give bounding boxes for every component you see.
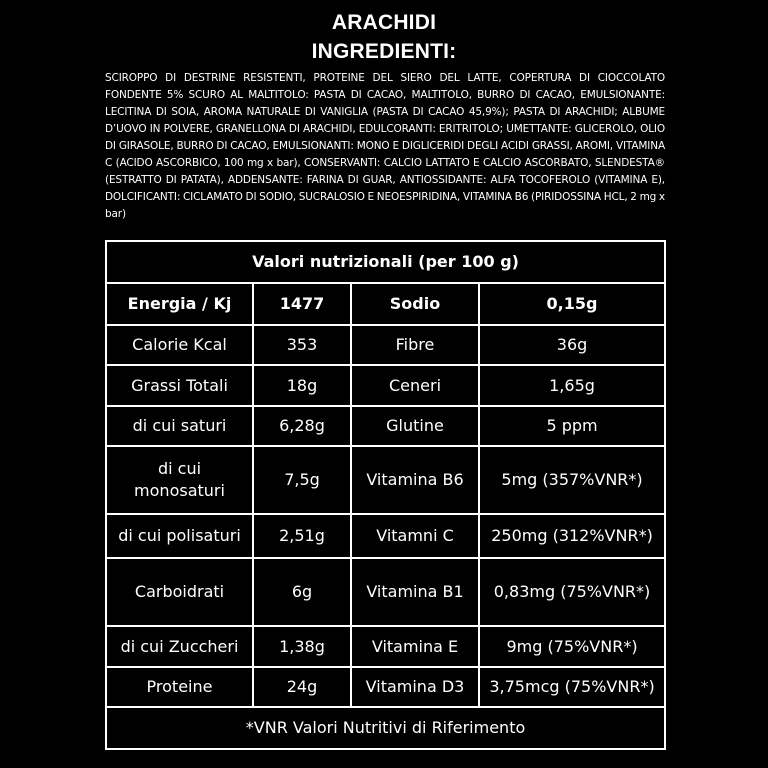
- header-cell: 0,15g: [479, 283, 665, 325]
- table-cell: 0,83mg (75%VNR*): [479, 558, 665, 626]
- table-row: [106, 446, 665, 514]
- table-cell: 5mg (357%VNR*): [479, 446, 665, 514]
- table-cell: Vitamina E: [351, 626, 479, 666]
- ingredients-text: SCIROPPO DI DESTRINE RESISTENTI, PROTEINE DEL SIERO DEL LATTE, COPERTURA DI CIOCCOLATO FONDENTE 5% SCURO AL MALTITOLO: PASTA DI CACAO, MALTITOLO, BURRO DI CACAO, EMULSIONANTE: LECITINA DI SOIA, AROMA NATURALE DI VANIGLIA (PASTA DI CACAO 45,9%); PASTA DI ARACHIDI; ALBUME D’UOVO IN POLVERE, GRANELLONA DI ARACHIDI, EDULCORANTI: ERITRITOLO; UMETTANTE: GLICEROLO, OLIO DI GIRASOLE, BURRO DI CACAO, EMULSIONANTI: MONO E DIGLICERIDI DEGLI ACIDI GRASSI, AROMI, VITAMINA C (ACIDO ASCORBICO, 100 mg x bar), CONSERVANTI: CALCIO LATTATO E CALCIO ASCORBATO, SLENDESTA® (ESTRATTO DI PATATA), ADDENSANTE: FARINA DI GUAR, ANTIOSSIDANTE: ALFA TOCOFEROLO (VITAMINA E), DOLCIFICANTI: CICLAMATO DI SODIO, SUCRALOSIO E NEOESPIRIDINA, VITAMINA B6 (PIRIDOSSINA HCL, 2 mg x bar): [105, 72, 665, 220]
- table-row: [106, 365, 665, 405]
- table-cell: 18g: [253, 365, 351, 405]
- table-cell: di cui Zuccheri: [106, 626, 253, 666]
- table-cell: 353: [253, 325, 351, 365]
- table-cell: Vitamina B6: [351, 446, 479, 514]
- table-row: [106, 514, 665, 558]
- header-cell: Sodio: [351, 283, 479, 325]
- table-cell: di cui polisaturi: [106, 514, 253, 558]
- product-title: ARACHIDI: [331, 11, 437, 34]
- table-cell: di cui saturi: [106, 406, 253, 446]
- table-row: [106, 325, 665, 365]
- nutrition-table-footer-row: [106, 707, 665, 749]
- table-cell: Vitamni C: [351, 514, 479, 558]
- table-row: [106, 667, 665, 707]
- table-cell: Fibre: [351, 325, 479, 365]
- table-cell: 250mg (312%VNR*): [479, 514, 665, 558]
- table-cell: Carboidrati: [106, 558, 253, 626]
- table-cell: 6,28g: [253, 406, 351, 446]
- table-cell: 9mg (75%VNR*): [479, 626, 665, 666]
- table-cell: 6g: [253, 558, 351, 626]
- table-row: [106, 406, 665, 446]
- table-cell: 2,51g: [253, 514, 351, 558]
- table-cell: Calorie Kcal: [106, 325, 253, 365]
- table-cell: 3,75mcg (75%VNR*): [479, 667, 665, 707]
- table-cell: Glutine: [351, 406, 479, 446]
- table-cell: 5 ppm: [479, 406, 665, 446]
- table-cell: Vitamina D3: [351, 667, 479, 707]
- ingredients-heading: INGREDIENTI:: [311, 40, 457, 63]
- table-row: [106, 626, 665, 666]
- table-cell: Proteine: [106, 667, 253, 707]
- header-cell: Energia / Kj: [106, 283, 253, 325]
- nutrition-table-caption: Valori nutrizionali (per 100 g): [106, 241, 665, 283]
- nutrition-table-caption-row: [106, 241, 665, 283]
- nutrition-table-header-row: [106, 283, 665, 325]
- table-cell: Ceneri: [351, 365, 479, 405]
- table-cell: 1,65g: [479, 365, 665, 405]
- table-cell: Vitamina B1: [351, 558, 479, 626]
- table-cell: 36g: [479, 325, 665, 365]
- table-cell: 7,5g: [253, 446, 351, 514]
- footnote: *VNR Valori Nutritivi di Riferimento: [106, 707, 665, 749]
- table-cell: di cui monosaturi: [106, 446, 253, 514]
- table-cell: 24g: [253, 667, 351, 707]
- table-cell: 1,38g: [253, 626, 351, 666]
- nutrition-table: [105, 240, 666, 750]
- header-cell: 1477: [253, 283, 351, 325]
- table-row: [106, 558, 665, 626]
- table-cell: Grassi Totali: [106, 365, 253, 405]
